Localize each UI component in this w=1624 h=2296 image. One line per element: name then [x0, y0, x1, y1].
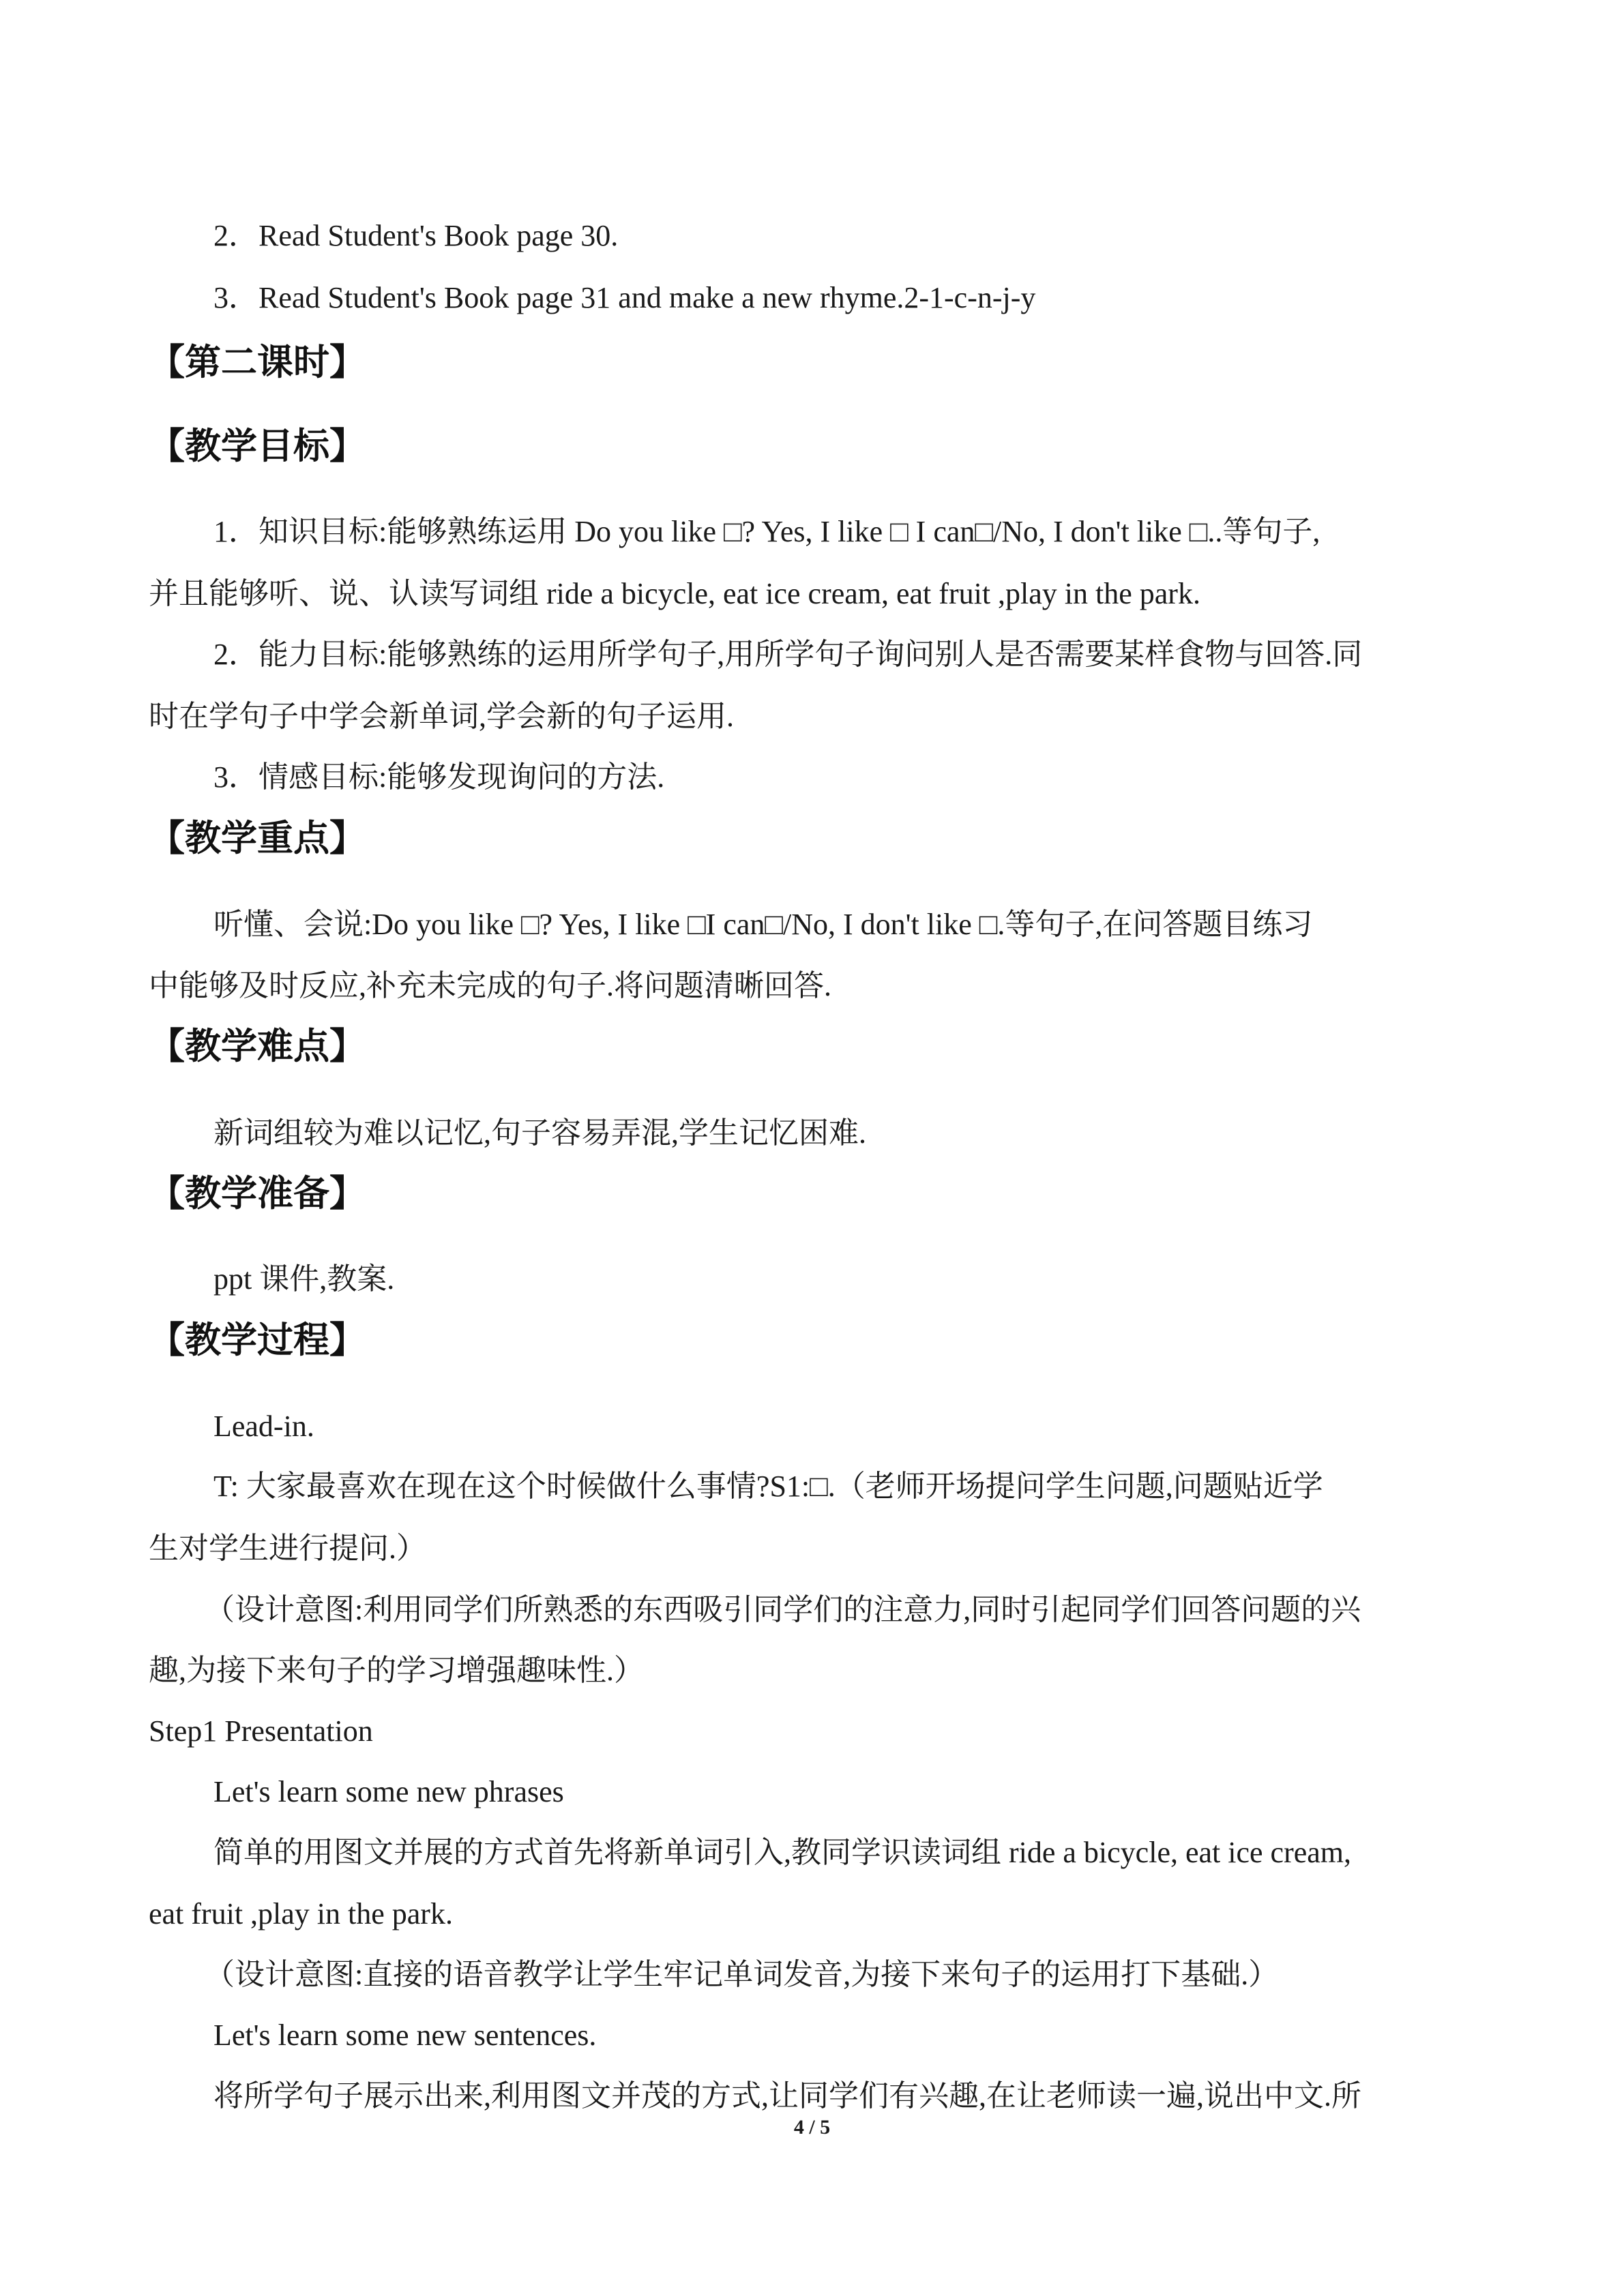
- difficulties-line: 新词组较为难以记忆,句子容易弄混,学生记忆困难.: [213, 1116, 866, 1150]
- lesson-title: 【第二课时】: [149, 342, 366, 383]
- objective-line: 1．知识目标:能够熟练运用 Do you like □? Yes, I like □ I can□/No, I don't like □..等句子,: [213, 515, 1320, 548]
- process-line: 将所学句子展示出来,利用图文并茂的方式,让同学们有兴趣,在让老师读一遍,说出中文.所: [213, 2079, 1361, 2113]
- key-points-line: 中能够及时反应,补充未完成的句子.将问题清晰回答.: [149, 969, 831, 1002]
- homework-line-3: 3．Read Student's Book page 31 and make a new rhyme.2-1-c-n-j-y: [213, 281, 1036, 314]
- page-number: 4 / 5: [793, 2116, 831, 2138]
- preparation-heading: 【教学准备】: [149, 1173, 366, 1214]
- process-line: （设计意图:利用同学们所熟悉的东西吸引同学们的注意力,同时引起同学们回答问题的兴: [205, 1593, 1361, 1626]
- process-line: Let's learn some new phrases: [213, 1775, 564, 1808]
- objective-line: 2．能力目标:能够熟练的运用所学句子,用所学句子询问别人是否需要某样食物与回答.同: [213, 638, 1363, 671]
- objectives-heading: 【教学目标】: [149, 426, 366, 467]
- objective-line: 并且能够听、说、认读写词组 ride a bicycle, eat ice cream, eat fruit ,play in the park.: [149, 577, 1200, 610]
- process-line: 生对学生进行提问.）: [149, 1532, 426, 1565]
- objective-line: 3．情感目标:能够发现询问的方法.: [213, 760, 665, 794]
- process-line: eat fruit ,play in the park.: [149, 1897, 453, 1930]
- key-points-heading: 【教学重点】: [149, 818, 366, 859]
- process-heading: 【教学过程】: [149, 1320, 366, 1361]
- process-line: 简单的用图文并展的方式首先将新单词引入,教同学识读词组 ride a bicycle, eat ice cream,: [213, 1836, 1352, 1869]
- homework-line-2: 2．Read Student's Book page 30.: [213, 219, 619, 252]
- process-line: 趣,为接下来句子的学习增强趣味性.）: [149, 1654, 644, 1687]
- difficulties-heading: 【教学难点】: [149, 1026, 366, 1067]
- process-line: （设计意图:直接的语音教学让学生牢记单词发音,为接下来句子的运用打下基础.）: [205, 1958, 1279, 1991]
- preparation-line: ppt 课件,教案.: [213, 1262, 395, 1296]
- process-line: Step1 Presentation: [149, 1714, 373, 1748]
- objective-line: 时在学句子中学会新单词,学会新的句子运用.: [149, 700, 734, 733]
- process-line: Let's learn some new sentences.: [213, 2018, 597, 2052]
- process-line: Lead-in.: [213, 1410, 314, 1443]
- key-points-line: 听懂、会说:Do you like □? Yes, I like □I can□/No, I don't like □.等句子,在问答题目练习: [213, 908, 1313, 941]
- process-line: T: 大家最喜欢在现在这个时候做什么事情?S1:□.（老师开场提问学生问题,问题贴近学: [213, 1470, 1323, 1503]
